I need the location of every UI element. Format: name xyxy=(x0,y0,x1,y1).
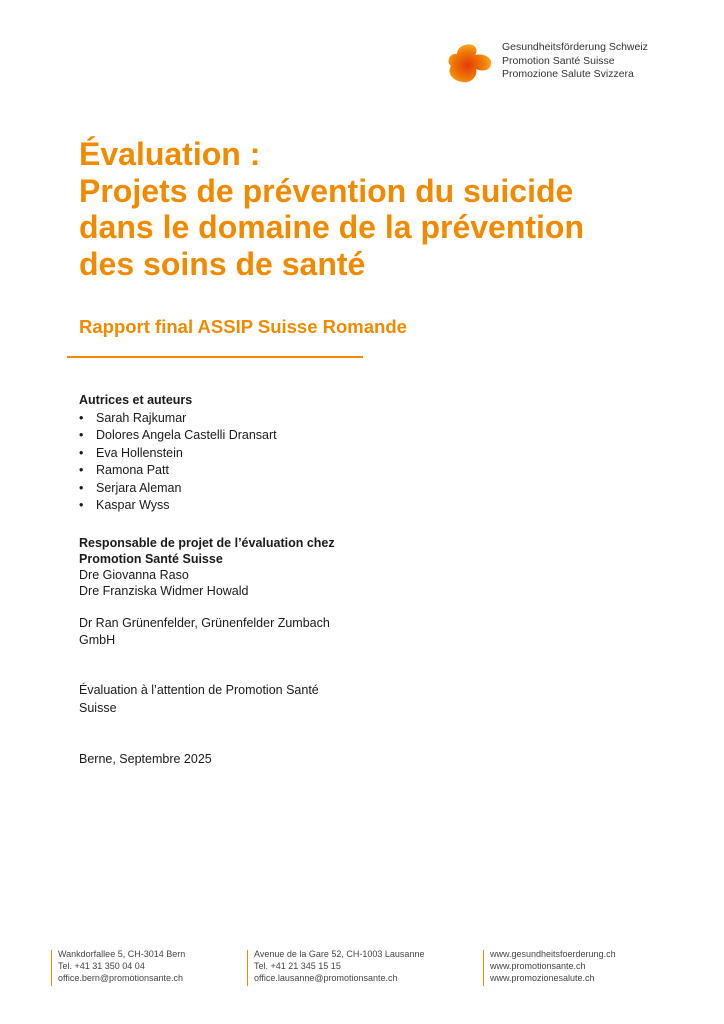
promotion-sante-logo-icon xyxy=(445,42,495,84)
authors-heading: Autrices et auteurs xyxy=(79,393,193,407)
footer-link[interactable]: www.promotionsante.ch xyxy=(490,961,586,971)
author-item: • Kaspar Wyss xyxy=(79,497,277,515)
logo-text-german: Gesundheitsförderung Schweiz xyxy=(502,41,648,53)
footer-line: Avenue de la Gare 52, CH-1003 Lausanne xyxy=(254,949,425,959)
authors-section xyxy=(79,392,277,515)
footer-link[interactable]: www.gesundheitsfoerderung.ch xyxy=(490,949,616,959)
brand-logo xyxy=(445,40,685,86)
logo-text-italian: Promozione Salute Svizzera xyxy=(502,68,634,80)
document-subtitle: Rapport final ASSIP Suisse Romande xyxy=(79,316,407,337)
footer-line: Wankdorfallee 5, CH-3014 Bern xyxy=(58,949,186,959)
responsible-name: Dre Giovanna Raso xyxy=(79,568,189,582)
footer-link[interactable]: www.promozionesalute.ch xyxy=(490,973,595,983)
responsible-heading xyxy=(79,536,335,566)
author-item: • Serjara Aleman xyxy=(79,480,277,498)
footer-email[interactable]: office.lausanne@promotionsante.ch xyxy=(254,973,398,983)
title-line: Évaluation : xyxy=(79,136,261,172)
title-line: Projets de prévention du suicide xyxy=(79,172,574,209)
author-item: • Eva Hollenstein xyxy=(79,445,277,463)
authors-list xyxy=(79,410,277,515)
footer-divider xyxy=(51,950,52,986)
footer-bern-address xyxy=(58,948,185,984)
project-responsible-section xyxy=(79,535,379,599)
footer-divider xyxy=(483,950,484,986)
title-divider xyxy=(67,356,363,358)
title-line: des soins de santé xyxy=(79,245,366,282)
external-author: Dr Ran Grünenfelder, Grünenfelder Zumbach GmbH xyxy=(79,616,330,647)
responsible-name: Dre Franziska Widmer Howald xyxy=(79,584,249,598)
document-title xyxy=(79,136,699,282)
footer-email[interactable]: office.bern@promotionsante.ch xyxy=(58,973,184,983)
responsible-heading-line: Promotion Santé Suisse xyxy=(79,552,223,566)
title-line: dans le domaine de la prévention xyxy=(79,209,585,245)
footer-websites xyxy=(490,948,616,984)
responsible-heading-line: Responsable de projet de l’évaluation chez xyxy=(79,536,335,550)
author-item: • Ramona Patt xyxy=(79,462,277,480)
author-item: • Sarah Rajkumar xyxy=(79,410,277,428)
footer-line: Tel. +41 31 350 04 04 xyxy=(58,961,145,971)
author-item: • Dolores Angela Castelli Dransart xyxy=(79,427,277,445)
footer-divider xyxy=(247,950,248,986)
publication-date: Berne, Septembre 2025 xyxy=(79,752,212,766)
footer-lausanne-address xyxy=(254,948,424,984)
logo-text-french: Promotion Santé Suisse xyxy=(502,54,615,67)
footer-line: Tel. +41 21 345 15 15 xyxy=(254,961,341,971)
attention-note: Évaluation à l’attention de Promotion Santé Suisse xyxy=(79,683,319,715)
